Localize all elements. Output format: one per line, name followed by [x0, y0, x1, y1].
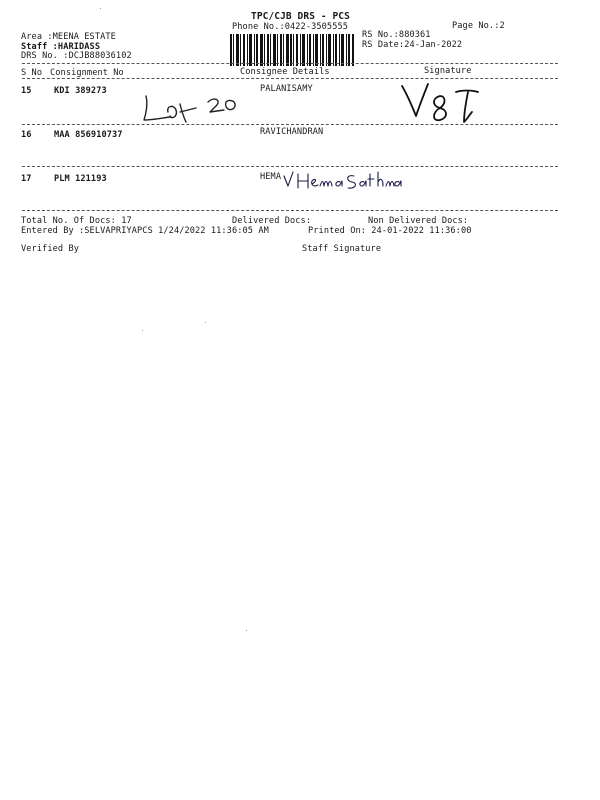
column-header-consignee: Consignee Details — [240, 67, 330, 77]
column-header-sno: S No — [21, 68, 43, 78]
non-delivered-docs: Non Delivered Docs: — [368, 216, 469, 226]
entered-by: Entered By :SELVAPRIYAPCS 1/24/2022 11:36:05 AM — [21, 226, 269, 236]
rs-date: RS Date:24-Jan-2022 — [362, 40, 463, 50]
column-header-signature: Signature — [424, 66, 472, 76]
scan-speck — [100, 8, 101, 9]
row-consignee: HEMA — [260, 172, 282, 182]
scan-speck — [246, 630, 247, 631]
delivered-docs: Delivered Docs: — [232, 216, 312, 226]
divider-top — [22, 63, 558, 64]
row-consignment: KDI 389273 — [54, 86, 107, 96]
verified-by: Verified By — [21, 244, 80, 254]
document-title: TPC/CJB DRS - PCS — [251, 11, 350, 22]
rs-number: RS No.:880361 — [362, 30, 431, 40]
recipient-signature — [398, 82, 484, 128]
divider-row — [22, 166, 558, 167]
divider-header — [22, 78, 558, 79]
row-sno: 16 — [21, 130, 32, 140]
barcode — [230, 34, 354, 66]
drs-number: DRS No. :DCJB88036102 — [21, 51, 132, 61]
row-consignment: PLM 121193 — [54, 174, 107, 184]
row-sno: 15 — [21, 86, 32, 96]
total-docs: Total No. Of Docs: 17 — [21, 216, 132, 226]
area-label: Area :MEENA ESTATE — [21, 32, 116, 42]
page-number: Page No.:2 — [452, 21, 505, 31]
barcode-graphic — [230, 34, 354, 66]
phone-number: Phone No.:0422-3505555 — [232, 22, 349, 32]
staff-signature-label: Staff Signature — [302, 244, 382, 254]
scan-speck — [142, 330, 143, 331]
divider-bottom — [22, 210, 558, 211]
column-header-consignment: Consignment No — [50, 68, 124, 78]
row-consignee: PALANISAMY — [260, 84, 313, 94]
row-sno: 17 — [21, 174, 32, 184]
divider-row — [22, 124, 558, 125]
recipient-signature — [282, 168, 402, 194]
printed-on: Printed On: 24-01-2022 11:36:00 — [308, 226, 472, 236]
handwritten-note — [140, 90, 240, 126]
scan-speck — [205, 322, 206, 323]
row-consignee: RAVICHANDRAN — [260, 127, 324, 137]
staff-label: Staff :HARIDASS — [21, 42, 101, 52]
row-consignment: MAA 856910737 — [54, 130, 123, 140]
